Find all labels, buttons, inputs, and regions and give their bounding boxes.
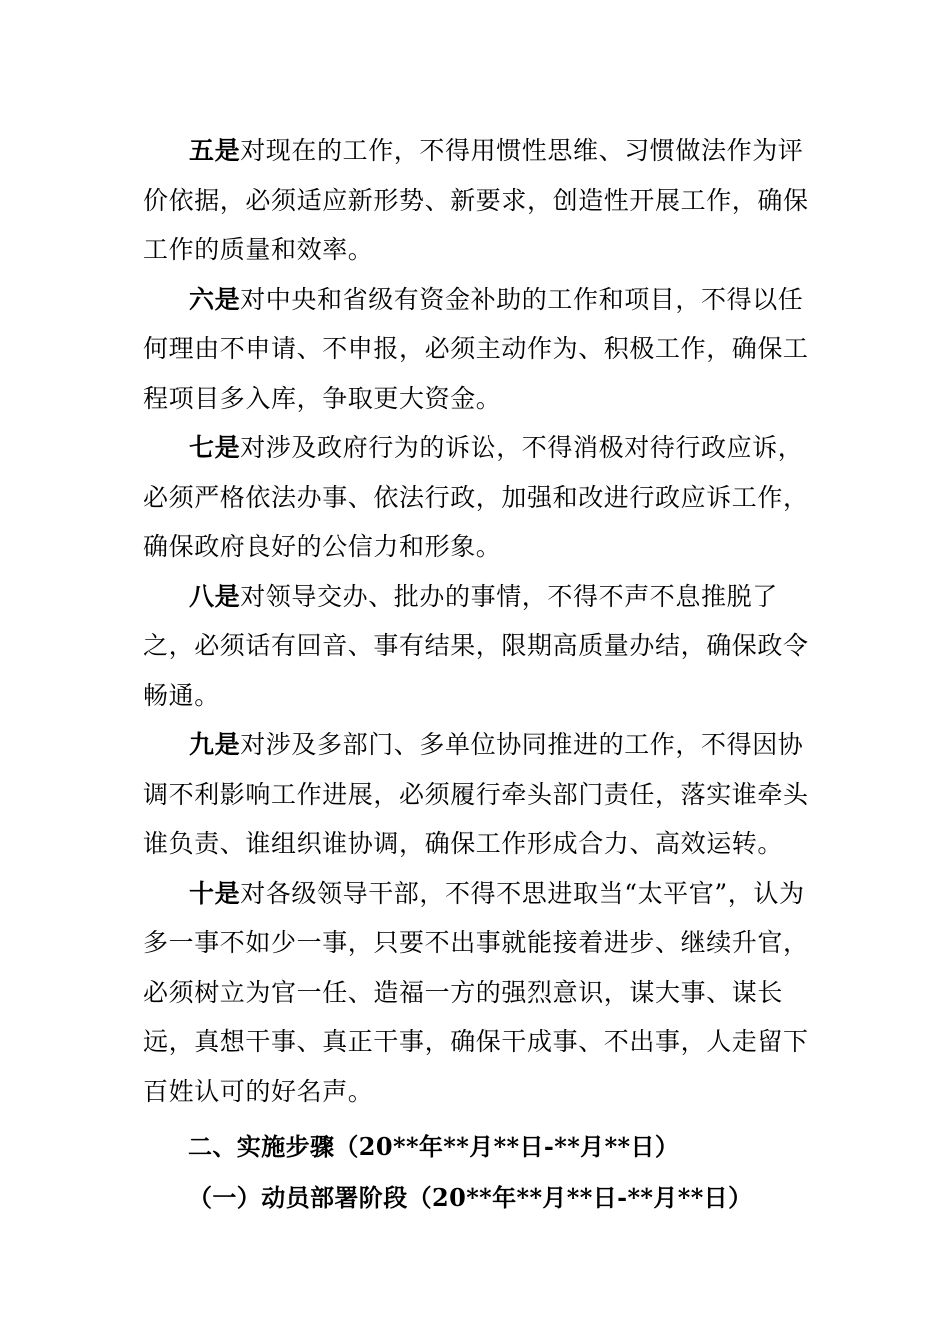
- subsection-heading: （一）动员部署阶段（20**年**月**日-**月**日）: [188, 1183, 753, 1212]
- paragraph-lead: 九是: [189, 730, 241, 759]
- paragraph-nine: [143, 720, 823, 869]
- paragraph-text: 对各级领导干部，不得不思进取当“太平官”，认为多一事不如少一事，只要不出事就能接着进步、继续升官，必须树立为官一任、造福一方的强烈意识，谋大事、谋长远，真想干事、真正干事，确保干成事、不出事，人走留下百姓认可的好名声。: [143, 878, 809, 1106]
- document-body: [143, 126, 823, 1116]
- paragraph-five: [143, 126, 823, 275]
- paragraph-text: 对现在的工作，不得用惯性思维、习惯做法作为评价依据，必须适应新形势、新要求，创造性开展工作，确保工作的质量和效率。: [143, 136, 809, 264]
- paragraph-text: 对涉及多部门、多单位协同推进的工作，不得因协调不利影响工作进展，必须履行牵头部门责任，落实谁牵头谁负责、谁组织谁协调，确保工作形成合力、高效运转。: [143, 730, 809, 858]
- paragraph-lead: 七是: [189, 433, 241, 462]
- paragraph-six: [143, 275, 823, 424]
- paragraph-lead: 八是: [189, 581, 241, 611]
- paragraph-lead: 十是: [189, 878, 241, 908]
- paragraph-text: 对涉及政府行为的诉讼，不得消极对待行政应诉，必须严格依法办事、依法行政，加强和改进行政应诉工作，确保政府良好的公信力和形象。: [143, 433, 809, 561]
- paragraph-eight: [143, 572, 823, 721]
- paragraph-text: 对领导交办、批办的事情，不得不声不息推脱了之，必须话有回音、事有结果，限期高质量办结，确保政令畅通。: [143, 581, 809, 710]
- paragraph-seven: [143, 423, 823, 572]
- section-heading: 二、实施步骤（20**年**月**日-**月**日）: [188, 1132, 680, 1161]
- paragraph-lead: 五是: [189, 136, 241, 165]
- paragraph-text: 对中央和省级有资金补助的工作和项目，不得以任何理由不申请、不申报，必须主动作为、积极工作，确保工程项目多入库，争取更大资金。: [143, 284, 809, 413]
- paragraph-ten: [143, 869, 823, 1117]
- paragraph-lead: 六是: [189, 284, 241, 314]
